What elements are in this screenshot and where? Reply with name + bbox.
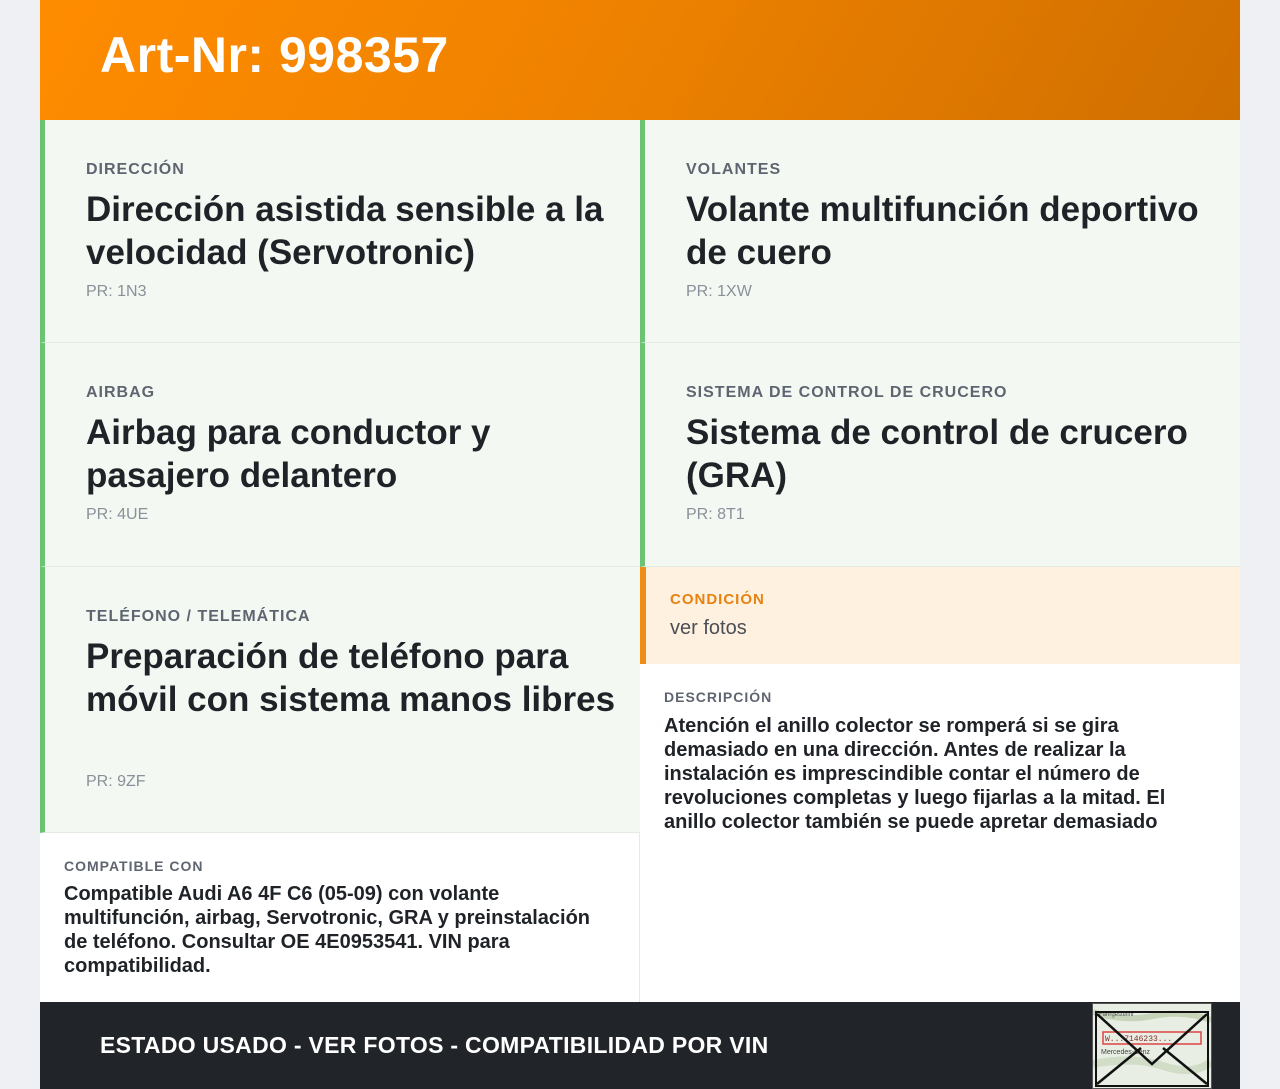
feature-title: Volante multifunción deportivo de cuero xyxy=(686,190,1199,272)
feature-title: Dirección asistida sensible a la velocidad (Servotronic) xyxy=(86,190,604,272)
feature-pr-code: PR: 8T1 xyxy=(686,506,745,523)
header-banner xyxy=(40,0,1240,120)
footer-bar xyxy=(40,1002,1240,1089)
feature-title: Preparación de teléfono para móvil con sistema manos libres xyxy=(86,637,616,719)
condition-label: CONDICIÓN xyxy=(670,591,765,608)
feature-title: Airbag para conductor y pasajero delantero xyxy=(86,413,491,495)
feature-category: SISTEMA DE CONTROL DE CRUCERO xyxy=(686,384,1008,401)
compatibility-label: COMPATIBLE CON xyxy=(64,858,204,874)
feature-card-steering-wheel xyxy=(640,120,1240,343)
feature-pr-code: PR: 1N3 xyxy=(86,283,147,300)
thumb-vin: W...7146233... xyxy=(1105,1035,1173,1044)
feature-pr-code: PR: 4UE xyxy=(86,506,149,523)
description-label: DESCRIPCIÓN xyxy=(664,689,773,705)
feature-card-airbag xyxy=(40,343,640,567)
feature-category: TELÉFONO / TELEMÁTICA xyxy=(86,608,311,625)
envelope-icon xyxy=(1093,1004,1211,1088)
condition-box xyxy=(640,567,1240,664)
description-text: Atención el anillo colector se romperá si se gira demasiado en una dirección. Antes de realizar la instalación es imprescindible contar el número de revoluciones completas y luego fijarlas a la mitad. El anillo colector también se puede apretar demasiado xyxy=(664,715,1166,833)
description-section xyxy=(640,664,1240,1002)
compatibility-section xyxy=(40,833,640,1002)
thumb-caption: Fahrgestellnr xyxy=(1099,1012,1135,1018)
condition-value: ver fotos xyxy=(670,617,747,639)
product-card xyxy=(40,0,1240,1089)
feature-category: DIRECCIÓN xyxy=(86,161,185,178)
feature-card-cruise-control xyxy=(640,343,1240,567)
compatibility-text: Compatible Audi A6 4F C6 (05-09) con volante multifunción, airbag, Servotronic, GRA y preinstalación de teléfono. Consultar OE 4E0953541. VIN para compatibilidad. xyxy=(64,883,591,977)
feature-category: AIRBAG xyxy=(86,384,156,401)
feature-card-steering xyxy=(40,120,640,343)
feature-category: VOLANTES xyxy=(686,161,782,178)
feature-card-telephone xyxy=(40,567,640,833)
feature-pr-code: PR: 9ZF xyxy=(86,773,146,790)
thumb-brand: Mercedes-Benz xyxy=(1101,1049,1151,1056)
footer-status-text: ESTADO USADO - VER FOTOS - COMPATIBILIDAD POR VIN xyxy=(100,1032,769,1058)
article-number-title: Art-Nr: 998357 xyxy=(100,27,449,83)
vehicle-document-thumbnail[interactable] xyxy=(1092,1003,1212,1089)
feature-pr-code: PR: 1XW xyxy=(686,283,752,300)
feature-title: Sistema de control de crucero (GRA) xyxy=(686,413,1188,495)
